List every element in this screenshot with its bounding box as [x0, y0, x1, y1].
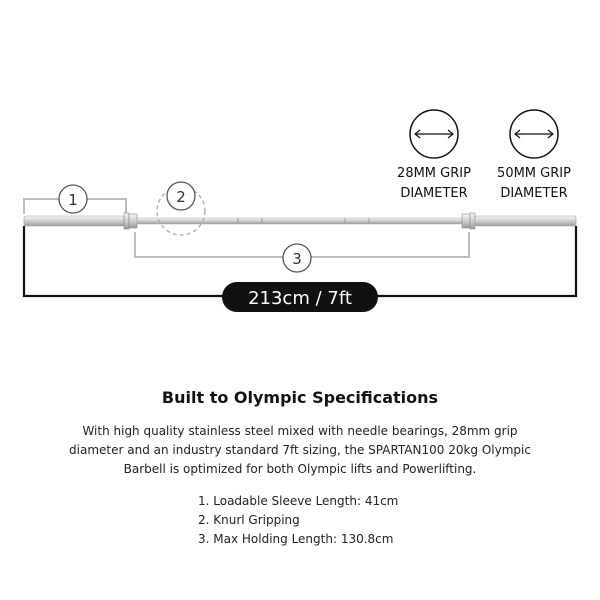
- left-collar-ring: [129, 214, 137, 228]
- grip-28mm-label-line1: 28MM GRIP: [397, 166, 471, 181]
- spec-item-holding: 3. Max Holding Length: 130.8cm: [198, 532, 394, 546]
- grip-28mm-icon: [410, 110, 458, 158]
- spec-item-knurl: 2. Knurl Gripping: [198, 513, 300, 527]
- section-description: With high quality stainless steel mixed with needle bearings, 28mm grip diameter and an industry standard 7ft sizing, the SPARTAN100 20kg Olympic Barbell is optimized for both Olympic lifts and Powerlifting.: [69, 424, 531, 476]
- left-sleeve: [24, 216, 124, 226]
- shaft: [137, 218, 462, 224]
- grip-50mm-label-line1: 50MM GRIP: [497, 166, 571, 181]
- right-sleeve: [475, 216, 576, 226]
- marker-1-label: 1: [68, 191, 78, 209]
- barbell: [24, 213, 576, 229]
- grip-50mm-icon: [510, 110, 558, 158]
- right-collar-ring: [462, 214, 470, 228]
- left-collar: [124, 213, 129, 229]
- marker-3-label: 3: [292, 250, 302, 268]
- right-collar: [470, 213, 475, 229]
- spec-list: [198, 492, 398, 549]
- grip-50mm-label-line2: DIAMETER: [500, 186, 568, 201]
- section-heading: Built to Olympic Specifications: [161, 388, 439, 407]
- grip-28mm-label-line2: DIAMETER: [400, 186, 468, 201]
- marker-2-label: 2: [176, 188, 186, 206]
- total-length-label: 213cm / 7ft: [248, 288, 352, 309]
- spec-item-sleeve: 1. Loadable Sleeve Length: 41cm: [198, 494, 399, 508]
